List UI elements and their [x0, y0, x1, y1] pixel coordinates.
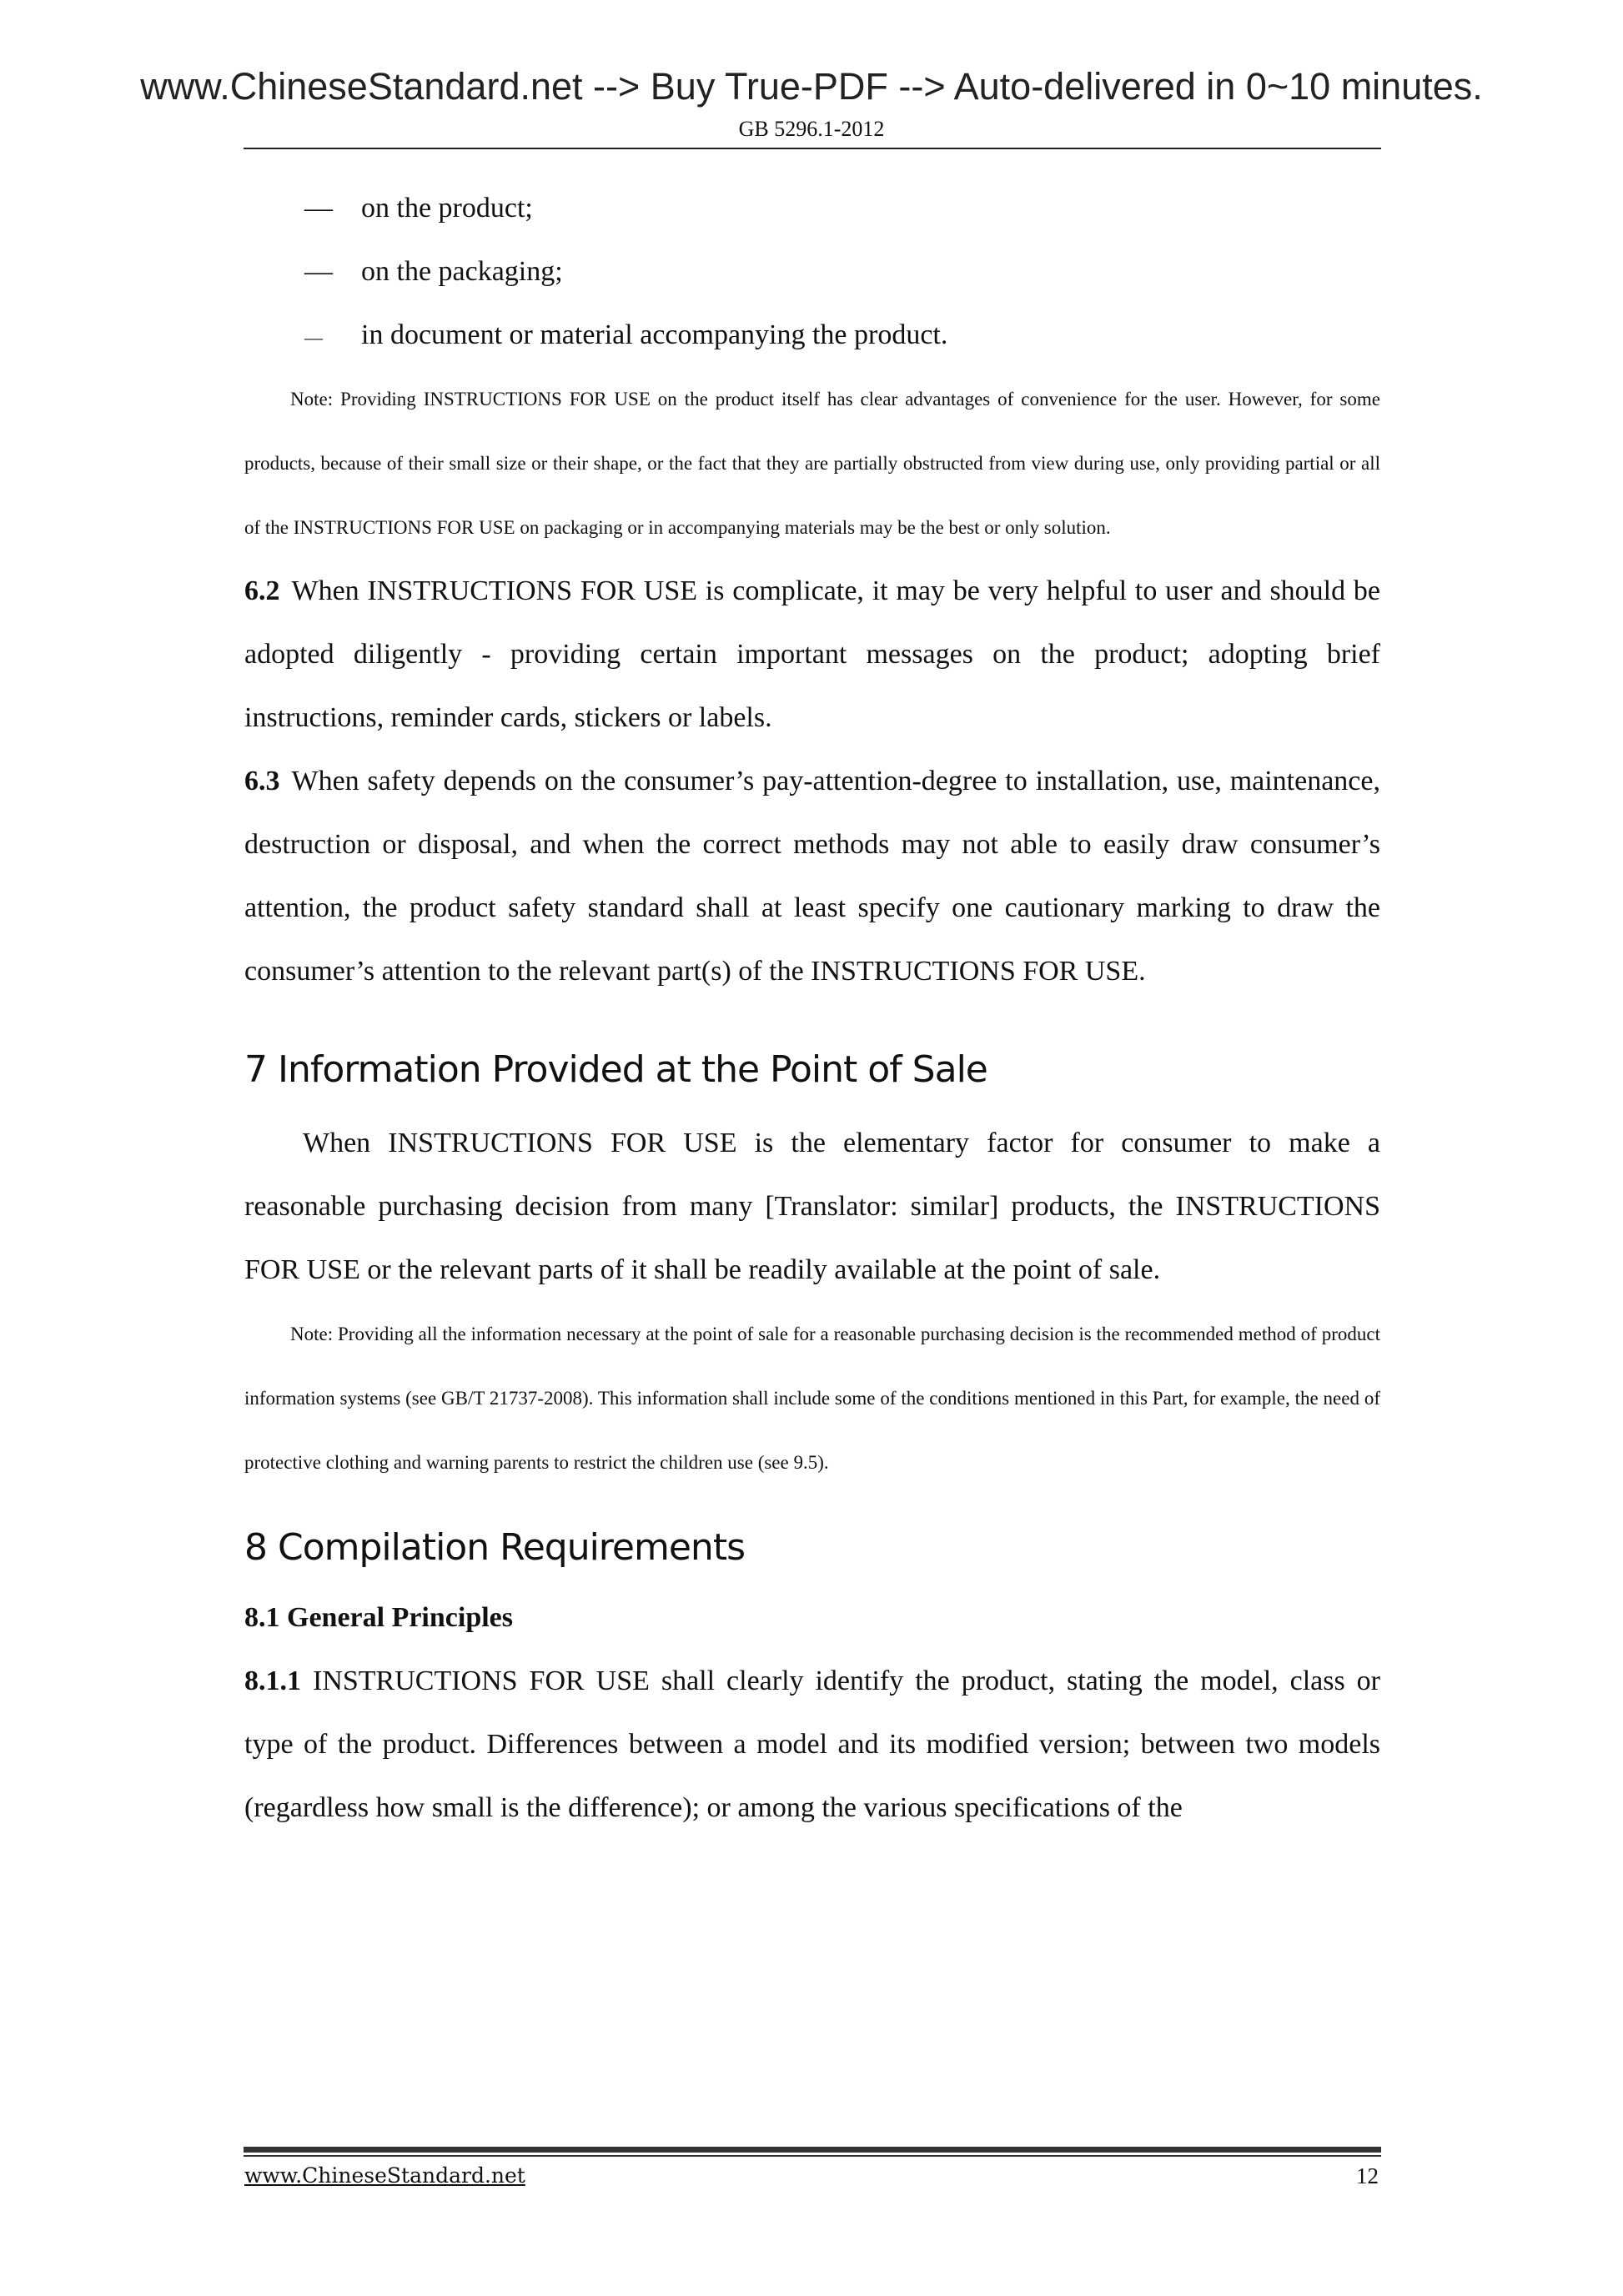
clause-6-2: [244, 560, 1380, 750]
clause-number: 6.3: [244, 766, 280, 796]
list-item: [304, 177, 1380, 240]
list-item-text: on the packaging;: [361, 256, 563, 287]
clause-text: When safety depends on the consumer’s pay-attention-degree to installation, use, maintenance, destruction or disposal, and when the correct methods may not able to easily draw consumer’s attention, the product safety standard shall at least specify one cautionary marking to draw the consumer’s attention to the relevant part(s) of the INSTRUCTIONS FOR USE.: [244, 766, 1380, 987]
clause-6-3: [244, 750, 1380, 1003]
footer-divider-thick: [244, 2147, 1381, 2153]
section-8-heading: 8 Compilation Requirements: [244, 1526, 745, 1569]
page-number: 12: [1356, 2163, 1379, 2188]
list-item-text: in document or material accompanying the product.: [361, 319, 948, 350]
footer-site-link[interactable]: www.ChineseStandard.net: [244, 2163, 525, 2188]
clause-text: When INSTRUCTIONS FOR USE is complicate, it may be very helpful to user and should be adopted diligently - providing certain important messages on the product; adopting brief instructions, reminder cards, stickers or labels.: [244, 575, 1380, 733]
list-item-text: on the product;: [361, 193, 533, 224]
section-7-heading: 7 Information Provided at the Point of Sale: [244, 1048, 987, 1091]
page-content: [244, 177, 1380, 1840]
section-7-paragraph: When INSTRUCTIONS FOR USE is the elementary factor for consumer to make a reasonable purchasing decision from many [Translator: similar] products, the INSTRUCTIONS FOR USE or the relevant parts of it shall be readily available at the point of sale.: [244, 1128, 1380, 1285]
list-item: [304, 240, 1380, 304]
clause-number: 6.2: [244, 575, 280, 606]
standard-number: GB 5296.1-2012: [738, 117, 885, 141]
clause-text: INSTRUCTIONS FOR USE shall clearly identify the product, stating the model, class or type of the product. Differences between a model and its modified version; between two models (regardless how small is the difference); or among the various specifications of the: [244, 1665, 1380, 1823]
dash-marker: —: [304, 327, 323, 348]
dash-marker: —: [304, 256, 333, 287]
list-item: [304, 304, 1380, 367]
subsection-8-1-heading: 8.1 General Principles: [244, 1602, 514, 1633]
section-7-note: Note: Providing all the information necessary at the point of sale for a reasonable purchasing decision is the recommended method of product information systems (see GB/T 21737-2008). This information shall include some of the conditions mentioned in this Part, for example, the need of protective clothing and warning parents to restrict the children use (see 9.5).: [244, 1324, 1380, 1473]
note-paragraph: Note: Providing INSTRUCTIONS FOR USE on the product itself has clear advantages of convenience for the user. However, for some products, because of their small size or their shape, or the fact that they are partially obstructed from view during use, only providing partial or all of the INSTRUCTIONS FOR USE on packaging or in accompanying materials may be the best or only solution.: [244, 389, 1380, 538]
header-divider: [244, 148, 1381, 149]
site-banner: www.ChineseStandard.net --> Buy True-PDF --> Auto-delivered in 0~10 minutes.: [140, 65, 1483, 108]
dash-marker: —: [304, 193, 333, 224]
clause-number: 8.1.1: [244, 1665, 301, 1696]
clause-8-1-1: [244, 1650, 1380, 1840]
footer-divider-thin: [244, 2155, 1381, 2157]
